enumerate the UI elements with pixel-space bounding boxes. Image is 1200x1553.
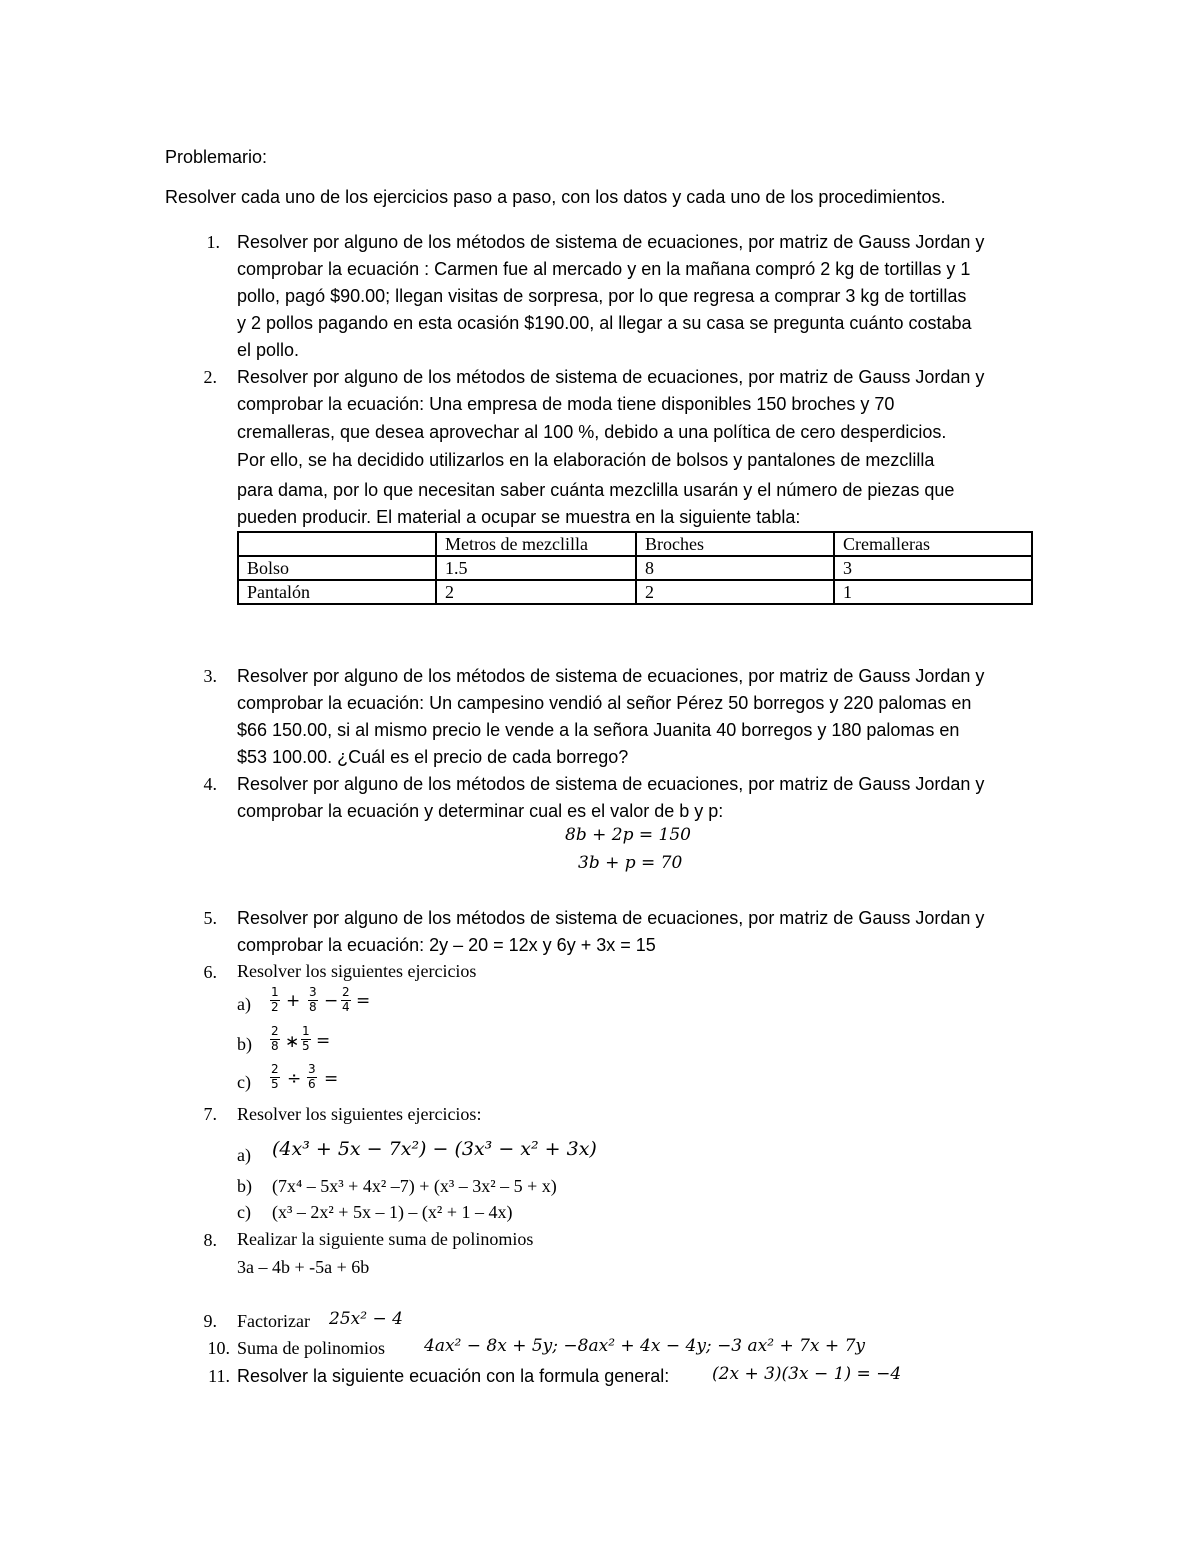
fraction: $\frac{2}{8}$ <box>271 1024 279 1053</box>
table-header-cell <box>238 532 436 556</box>
item-6-line-1: Resolver los siguientes ejercicios <box>237 961 477 981</box>
fraction: $\frac{2}{4}$ <box>342 985 350 1014</box>
plus-sign: + <box>286 991 301 1011</box>
item-number: 6. <box>203 962 217 982</box>
fraction-c-label: c) <box>237 1072 251 1092</box>
divide-sign: ÷ <box>287 1069 302 1089</box>
intro-text: Resolver cada uno de los ejercicios paso a paso, con los datos y cada uno de los procedimientos. <box>165 187 946 207</box>
equals-sign: = <box>324 1069 339 1089</box>
fraction: $\frac{1}{2}$ <box>271 985 279 1014</box>
item-2-line-2: comprobar la ecuación: Una empresa de moda tiene disponibles 150 broches y 70 <box>237 394 895 414</box>
item-4-line-2: comprobar la ecuación y determinar cual es el valor de b y p: <box>237 801 724 821</box>
equation-1: 8b + 2p = 150 <box>565 825 691 845</box>
item-number: 7. <box>203 1104 217 1124</box>
table-header-cell: Metros de mezclilla <box>436 532 636 556</box>
table-cell: Pantalón <box>238 580 436 604</box>
fraction: $\frac{3}{8}$ <box>309 985 317 1014</box>
table-row <box>238 580 1032 604</box>
item-11-expression: (2x + 3)(3x − 1) = −4 <box>712 1364 902 1384</box>
poly-b-label: b) <box>237 1176 252 1196</box>
equals-sign: = <box>356 991 371 1011</box>
table-cell: 2 <box>436 580 636 604</box>
problemario-heading: Problemario: <box>165 147 268 167</box>
item-1-line-4: y 2 pollos pagando en esta ocasión $190.00, al llegar a su casa se pregunta cuánto costaba <box>237 313 972 333</box>
item-2-line-5: para dama, por lo que necesitan saber cuánta mezclilla usarán y el número de piezas que <box>237 480 955 500</box>
materials-table <box>237 531 1033 605</box>
item-3-line-3: $66 150.00, si al mismo precio le vende a la señora Juanita 40 borregos y 180 palomas en <box>237 720 960 740</box>
poly-c-label: c) <box>237 1202 251 1222</box>
item-10-line-1: Suma de polinomios <box>237 1338 385 1358</box>
times-sign: ∗ <box>285 1032 300 1052</box>
item-9-expression: 25x² − 4 <box>329 1309 403 1329</box>
item-3-line-2: comprobar la ecuación: Un campesino vendió al señor Pérez 50 borregos y 220 palomas en <box>237 693 972 713</box>
table-cell: 1 <box>834 580 1032 604</box>
item-2-line-4: Por ello, se ha decidido utilizarlos en la elaboración de bolsos y pantalones de mezclilla <box>237 450 935 470</box>
fraction: $\frac{1}{5}$ <box>302 1024 310 1053</box>
table-cell: 1.5 <box>436 556 636 580</box>
table-header-row <box>238 532 1032 556</box>
item-8-line-1: Realizar la siguiente suma de polinomios <box>237 1229 534 1249</box>
item-5-line-2: comprobar la ecuación: 2y – 20 = 12x y 6y + 3x = 15 <box>237 935 656 955</box>
table-cell: 3 <box>834 556 1032 580</box>
table-header-cell: Broches <box>636 532 834 556</box>
equals-sign: = <box>316 1031 331 1051</box>
item-2-line-1: Resolver por alguno de los métodos de sistema de ecuaciones, por matriz de Gauss Jordan y <box>237 367 985 387</box>
minus-sign: − <box>324 991 339 1011</box>
item-10-expression: 4ax² − 8x + 5y; −8ax² + 4x − 4y; −3 ax² + 7x + 7y <box>424 1336 865 1356</box>
item-1-line-3: pollo, pagó $90.00; llegan visitas de sorpresa, por lo que regresa a comprar 3 kg de tortillas <box>237 286 967 306</box>
item-number: 9. <box>203 1311 217 1331</box>
fraction-a-label: a) <box>237 994 251 1014</box>
item-number: 5. <box>203 908 217 928</box>
item-number: 8. <box>203 1230 217 1250</box>
item-number: 3. <box>203 666 217 686</box>
fraction-b-label: b) <box>237 1034 252 1054</box>
item-3-line-1: Resolver por alguno de los métodos de sistema de ecuaciones, por matriz de Gauss Jordan y <box>237 666 985 686</box>
table-header-cell: Cremalleras <box>834 532 1032 556</box>
item-number: 2. <box>203 367 217 387</box>
poly-b-expression: (7x⁴ – 5x³ + 4x² –7) + (x³ – 3x² – 5 + x) <box>272 1176 557 1196</box>
poly-c-expression: (x³ – 2x² + 5x – 1) – (x² + 1 – 4x) <box>272 1202 513 1222</box>
item-number: 1. <box>206 232 220 252</box>
item-number: 4. <box>203 774 217 794</box>
item-1-line-1: Resolver por alguno de los métodos de sistema de ecuaciones, por matriz de Gauss Jordan y <box>237 232 985 252</box>
item-number: 11. <box>208 1366 230 1386</box>
table-row <box>238 556 1032 580</box>
poly-a-expression: (4x³ + 5x − 7x²) − (3x³ − x² + 3x) <box>272 1138 597 1160</box>
table-cell: 2 <box>636 580 834 604</box>
item-8-line-2: 3a – 4b + -5a + 6b <box>237 1257 370 1277</box>
item-1-line-5: el pollo. <box>237 340 300 360</box>
fraction: $\frac{3}{6}$ <box>308 1062 316 1091</box>
item-2-line-6: pueden producir. El material a ocupar se muestra en la siguiente tabla: <box>237 507 801 527</box>
equation-2: 3b + p = 70 <box>578 853 683 873</box>
table-cell: Bolso <box>238 556 436 580</box>
item-4-line-1: Resolver por alguno de los métodos de sistema de ecuaciones, por matriz de Gauss Jordan y <box>237 774 985 794</box>
item-2-line-3: cremalleras, que desea aprovechar al 100 %, debido a una política de cero desperdicios. <box>237 422 947 442</box>
item-11-line-1: Resolver la siguiente ecuación con la formula general: <box>237 1366 670 1386</box>
table-cell: 8 <box>636 556 834 580</box>
item-number: 10. <box>207 1338 230 1358</box>
item-7-line-1: Resolver los siguientes ejercicios: <box>237 1104 482 1124</box>
poly-a-label: a) <box>237 1145 251 1165</box>
fraction: $\frac{2}{5}$ <box>271 1062 279 1091</box>
item-9-line-1: Factorizar <box>237 1311 310 1331</box>
item-5-line-1: Resolver por alguno de los métodos de sistema de ecuaciones, por matriz de Gauss Jordan y <box>237 908 985 928</box>
item-3-line-4: $53 100.00. ¿Cuál es el precio de cada borrego? <box>237 747 629 767</box>
item-1-line-2: comprobar la ecuación : Carmen fue al mercado y en la mañana compró 2 kg de tortillas y 1 <box>237 259 971 279</box>
